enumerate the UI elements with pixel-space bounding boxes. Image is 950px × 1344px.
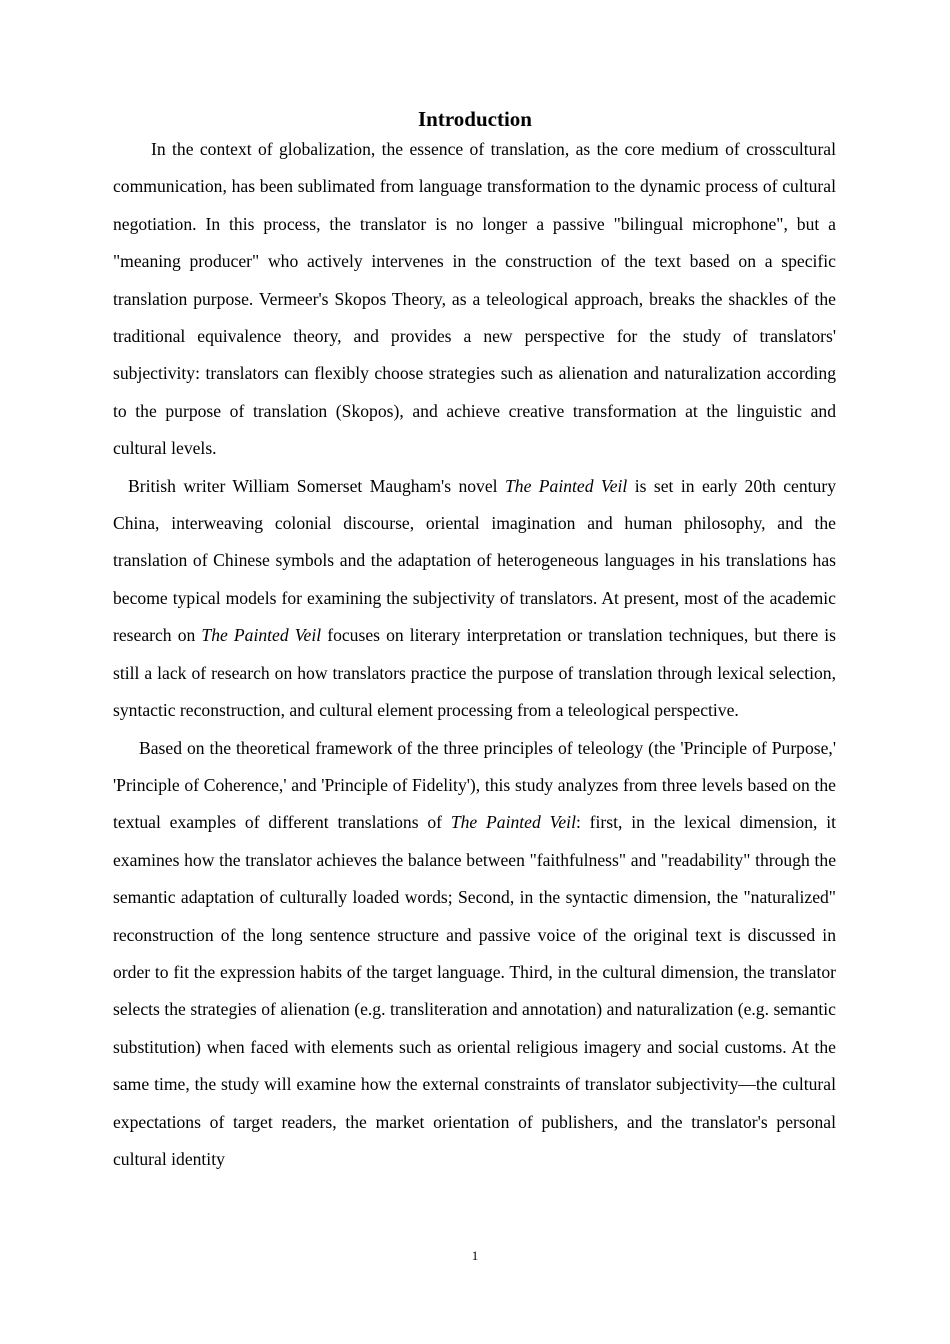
paragraph-3-text-a: Based on the theoretical framework of the three principles of teleology (the 'Principle of Purpose,' 'Principle of Coherence,' and 'Principle of Fidelity'), this study analyzes from three levels based on the textual examples of different translations of	[113, 737, 836, 833]
book-title-italic: The Painted Veil	[201, 625, 322, 646]
page-title: Introduction	[418, 107, 532, 131]
paragraph-3-text-b: : first, in the lexical dimension, it examines how the translator achieves the balance between "faithfulness" and "readability" through the semantic adaptation of culturally loaded words; Second, in the syntactic dimension, the "naturalized" reconstruction of the long sentence structure and passive voice of the original text is discussed in order to fit the expression habits of the target language. Third, in the cultural dimension, the translator selects the strategies of alienation (e.g. transliteration and annotation) and naturalization (e.g. semantic substitution) when faced with elements such as oriental religious imagery and social customs. At the same time, the study will examine how the external constraints of translator subjectivity—the cultural expectations of target readers, the market orientation of publishers, and the translator's personal cultural identity	[113, 812, 836, 1169]
paragraph-2-text-b: is set in early 20th century China, interweaving colonial discourse, oriental imagination and human philosophy, and the translation of Chinese symbols and the adaptation of heterogeneous languages in his translations has become typical models for examining the subjectivity of translators. At present, most of the academic research on	[113, 475, 836, 646]
paragraph-2-text-c: focuses on literary interpretation or translation techniques, but there is still a lack of research on how translators practice the purpose of translation through lexical selection, syntactic reconstruction, and cultural element processing from a teleological perspective.	[113, 625, 836, 721]
book-title-italic: The Painted Veil	[450, 812, 576, 833]
paragraph-3	[113, 730, 836, 1179]
page-number: 1	[471, 1248, 479, 1263]
paragraph-1	[113, 131, 836, 468]
paragraph-2-text-a: British writer William Somerset Maugham's novel	[128, 475, 505, 496]
book-title-italic: The Painted Veil	[504, 475, 628, 496]
paragraph-1-text: In the context of globalization, the essence of translation, as the core medium of crosscultural communication, has been sublimated from language transformation to the dynamic process of cultural negotiation. In this process, the translator is no longer a passive "bilingual microphone", but a "meaning producer" who actively intervenes in the construction of the text based on a specific translation purpose. Vermeer's Skopos Theory, as a teleological approach, breaks the shackles of the traditional equivalence theory, and provides a new perspective for the study of translators' subjectivity: translators can flexibly choose strategies such as alienation and naturalization according to the purpose of translation (Skopos), and achieve creative transformation at the linguistic and cultural levels.	[113, 139, 836, 459]
paragraph-2	[113, 468, 836, 730]
body-text	[113, 131, 836, 1178]
